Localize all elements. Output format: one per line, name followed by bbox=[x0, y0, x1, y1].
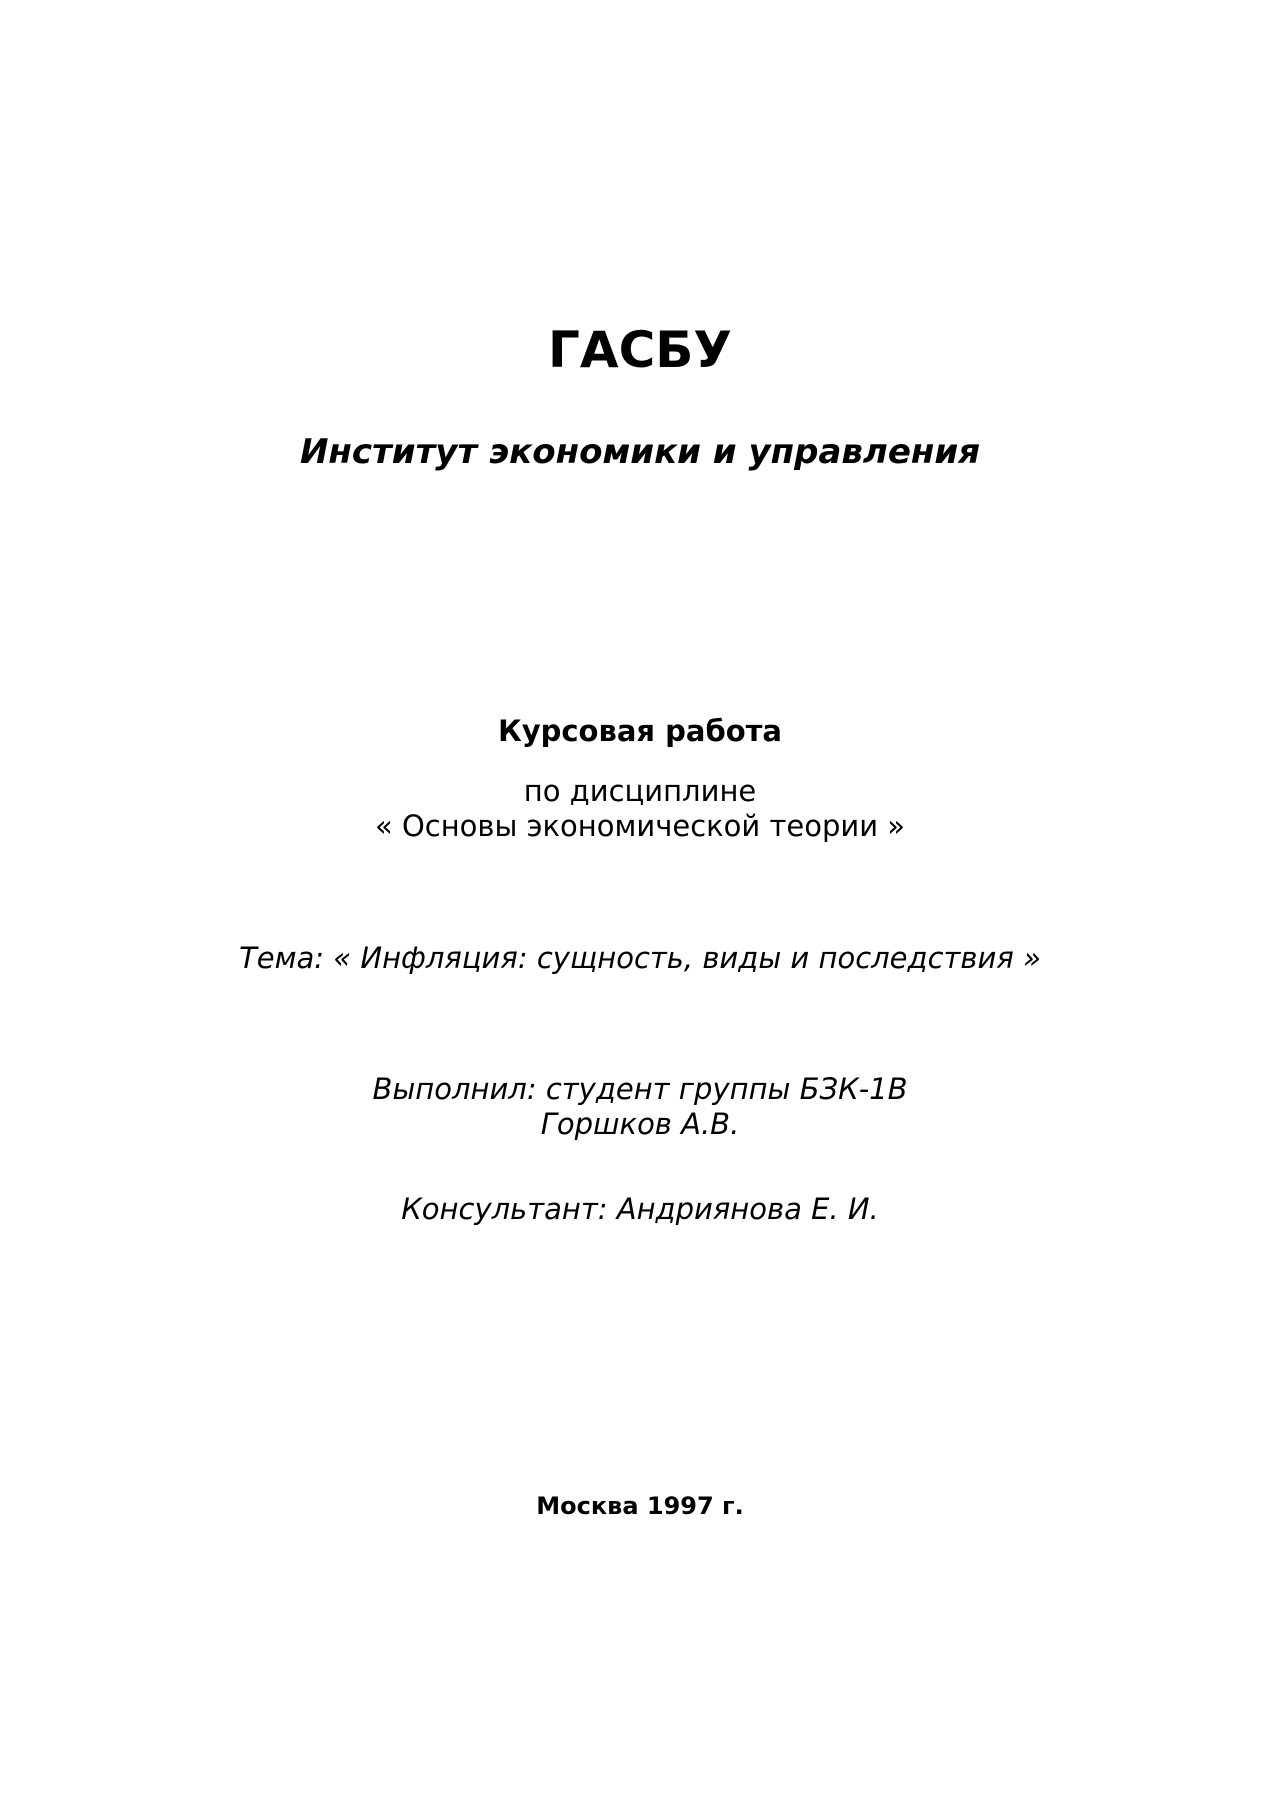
discipline-name: « Основы экономической теории » bbox=[374, 809, 906, 843]
consultant-line: Консультант: Андриянова Е. И. bbox=[401, 1192, 879, 1226]
discipline-prefix: по дисциплине bbox=[523, 774, 757, 808]
university-name: ГАСБУ bbox=[548, 321, 732, 379]
performer-line: Выполнил: студент группы БЗК-1В bbox=[372, 1072, 908, 1106]
institute-name: Институт экономики и управления bbox=[299, 432, 981, 472]
topic-line: Тема: « Инфляция: сущность, виды и последствия » bbox=[239, 941, 1041, 975]
city-year: Москва 1997 г. bbox=[536, 1492, 744, 1520]
performer-name: Горшков А.В. bbox=[540, 1107, 740, 1141]
document-type: Курсовая работа bbox=[498, 714, 782, 748]
